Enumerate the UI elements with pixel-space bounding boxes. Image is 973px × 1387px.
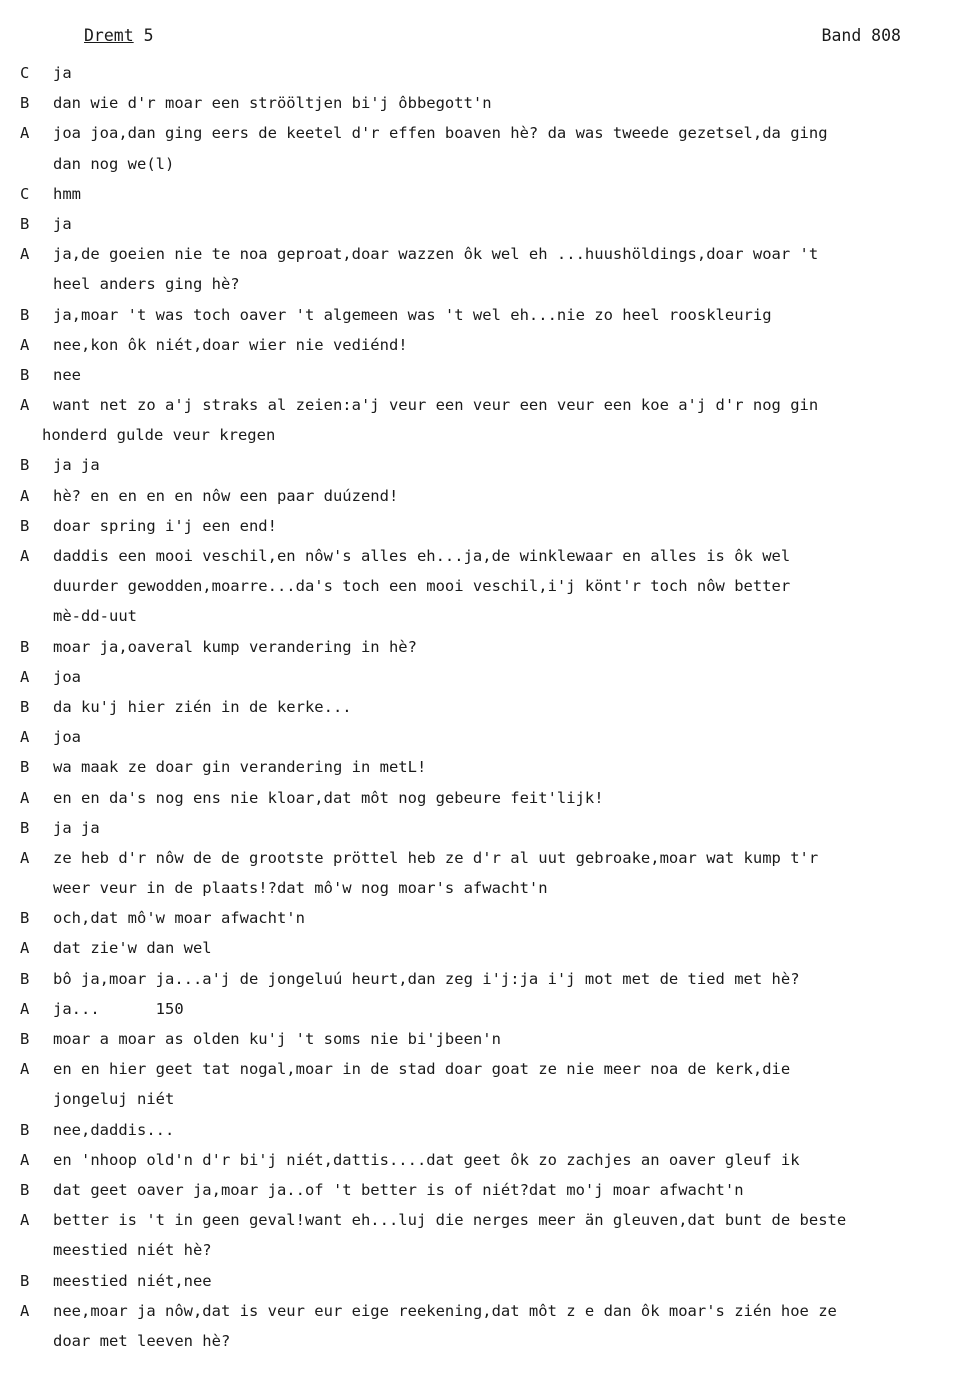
utterance-text: hmm	[53, 184, 81, 203]
utterance-text: want net zo a'j straks al zeien:a'j veur een veur een veur een koe a'j d'r nog gin	[53, 396, 819, 415]
transcript-line	[0, 149, 973, 179]
utterance-text: en en hier geet tat nogal,moar in de stad doar goat ze nie meer noa de kerk,die	[53, 1060, 791, 1079]
speaker-label: A	[20, 788, 30, 807]
transcript-line	[0, 964, 973, 994]
utterance-text: dan wie d'r moar een strööltjen bi'j ôbbegott'n	[53, 94, 492, 113]
transcript-line	[0, 873, 973, 903]
utterance-text: nee,daddis...	[53, 1120, 175, 1139]
transcript-line	[0, 481, 973, 511]
transcript-line	[0, 1266, 973, 1296]
speaker-label: A	[20, 396, 30, 415]
transcript-line	[0, 1205, 973, 1235]
transcript-line	[0, 390, 973, 420]
transcript-line	[0, 601, 973, 631]
transcript-line	[0, 843, 973, 873]
utterance-text: en en da's nog ens nie kloar,dat môt nog gebeure feit'lijk!	[53, 788, 604, 807]
speaker-label: C	[20, 64, 30, 82]
transcript-line	[0, 118, 973, 148]
transcript-line	[0, 1145, 973, 1175]
utterance-text: ja,moar 't was toch oaver 't algemeen was 't wel eh...nie zo heel rooskleurig	[53, 305, 772, 324]
utterance-text: joa	[53, 728, 81, 747]
speaker-label: B	[20, 969, 30, 988]
speaker-label: B	[20, 365, 30, 384]
transcript-body	[0, 58, 973, 1356]
utterance-text: meestied niét hè?	[53, 1241, 212, 1260]
utterance-text: honderd gulde veur kregen	[42, 426, 276, 445]
utterance-text: da ku'j hier zién in de kerke...	[53, 697, 352, 716]
transcript-line	[0, 813, 973, 843]
utterance-text: nee,kon ôk niét,doar wier nie vediénd!	[53, 335, 408, 354]
utterance-text: mè-dd-uut	[53, 607, 137, 626]
speaker-label: A	[20, 486, 30, 505]
utterance-text: dat zie'w dan wel	[53, 939, 212, 958]
transcript-line	[0, 1054, 973, 1084]
utterance-text: meestied niét,nee	[53, 1271, 212, 1290]
transcript-line	[0, 239, 973, 269]
utterance-text: ja	[53, 64, 72, 82]
speaker-label: B	[20, 214, 30, 233]
transcript-line	[0, 88, 973, 118]
transcript-line	[0, 360, 973, 390]
transcript-line	[0, 541, 973, 571]
speaker-label: A	[20, 335, 30, 354]
transcript-line	[0, 1024, 973, 1054]
transcript-line	[0, 269, 973, 299]
utterance-text: nee,moar ja nôw,dat is veur eur eige reekening,dat môt z e dan ôk moar's zién hoe ze	[53, 1301, 837, 1320]
utterance-text: bô ja,moar ja...a'j de jongeluú heurt,dan zeg i'j:ja i'j mot met de tied met hè?	[53, 969, 800, 988]
utterance-text: hè? en en en en nôw een paar duúzend!	[53, 486, 399, 505]
speaker-label: C	[20, 184, 30, 203]
utterance-text: heel anders ging hè?	[53, 275, 240, 294]
utterance-text: dat geet oaver ja,moar ja..of 't better is of niét?dat mo'j moar afwacht'n	[53, 1180, 744, 1199]
transcript-line	[0, 330, 973, 360]
speaker-label: A	[20, 939, 30, 958]
speaker-label: A	[20, 848, 30, 867]
utterance-text: ja ja	[53, 818, 100, 837]
transcript-line	[0, 179, 973, 209]
transcript-line	[0, 209, 973, 239]
utterance-text: doar spring i'j een end!	[53, 516, 277, 535]
utterance-text: ja... 150	[53, 999, 184, 1018]
utterance-text: moar a moar as olden ku'j 't soms nie bi'jbeen'n	[53, 1030, 501, 1048]
transcript-line	[0, 511, 973, 541]
utterance-text: ja	[53, 214, 72, 233]
speaker-label: A	[20, 124, 30, 143]
speaker-label: B	[20, 456, 30, 475]
transcript-line	[0, 783, 973, 813]
transcript-line	[0, 933, 973, 963]
transcript-line	[0, 450, 973, 480]
speaker-label: B	[20, 305, 30, 324]
transcript-line	[0, 632, 973, 662]
transcript-line	[0, 722, 973, 752]
transcript-line	[0, 1296, 973, 1326]
title-number: 5	[143, 26, 154, 45]
speaker-label: B	[20, 909, 30, 928]
speaker-label: A	[20, 667, 30, 686]
speaker-label: B	[20, 758, 30, 777]
transcript-line	[0, 1115, 973, 1145]
utterance-text: ze heb d'r nôw de de grootste pröttel heb ze d'r al uut gebroake,moar wat kump t'r	[53, 848, 819, 867]
utterance-text: joa	[53, 667, 81, 686]
speaker-label: A	[20, 547, 30, 565]
utterance-text: dan nog we(l)	[53, 154, 175, 173]
band-label: Band 808	[821, 26, 901, 45]
utterance-text: ja ja	[53, 456, 100, 475]
transcript-line	[0, 58, 973, 88]
transcript-line	[0, 994, 973, 1024]
transcript-line	[0, 1175, 973, 1205]
transcript-line	[0, 692, 973, 722]
speaker-label: B	[20, 1180, 30, 1199]
transcript-line	[0, 1235, 973, 1265]
speaker-label: A	[20, 1150, 30, 1169]
utterance-text: joa joa,dan ging eers de keetel d'r effen boaven hè? da was tweede gezetsel,da ging	[53, 124, 828, 143]
utterance-text: better is 't in geen geval!want eh...luj die nerges meer än gleuven,dat bunt de beste	[53, 1211, 847, 1230]
speaker-label: A	[20, 1060, 30, 1079]
utterance-text: en 'nhoop old'n d'r bi'j niét,dattis....dat geet ôk zo zachjes an oaver gleuf ik	[53, 1150, 800, 1169]
utterance-text: doar met leeven hè?	[53, 1331, 231, 1350]
speaker-label: B	[20, 697, 30, 716]
speaker-label: B	[20, 94, 30, 113]
speaker-label: A	[20, 728, 30, 747]
speaker-label: A	[20, 1211, 30, 1230]
speaker-label: B	[20, 1271, 30, 1290]
utterance-text: weer veur in de plaats!?dat mô'w nog moar's afwacht'n	[53, 879, 548, 898]
transcript-line	[0, 571, 973, 601]
utterance-text: och,dat mô'w moar afwacht'n	[53, 909, 305, 928]
speaker-label: A	[20, 999, 30, 1018]
speaker-label: B	[20, 1120, 30, 1139]
utterance-text: jongeluj niét	[53, 1090, 175, 1109]
speaker-label: B	[20, 1030, 30, 1048]
transcript-line	[0, 903, 973, 933]
utterance-text: duurder gewodden,moarre...da's toch een mooi veschil,i'j könt'r toch nôw better	[53, 577, 791, 596]
utterance-text: wa maak ze doar gin verandering in metL!	[53, 758, 427, 777]
utterance-text: moar ja,oaveral kump verandering in hè?	[53, 637, 417, 656]
speaker-label: B	[20, 637, 30, 656]
title-word: Dremt	[84, 26, 134, 45]
transcript-line	[0, 300, 973, 330]
transcript-line	[0, 1326, 973, 1356]
transcript-line	[0, 1084, 973, 1114]
speaker-label: A	[20, 245, 30, 264]
utterance-text: daddis een mooi veschil,en nôw's alles eh...ja,de winklewaar en alles is ôk wel	[53, 547, 791, 565]
speaker-label: B	[20, 516, 30, 535]
transcript-line	[0, 662, 973, 692]
utterance-text: nee	[53, 365, 81, 384]
transcript-line	[0, 420, 973, 450]
transcript-line	[0, 752, 973, 782]
utterance-text: ja,de goeien nie te noa geproat,doar wazzen ôk wel eh ...huushöldings,doar woar 't	[53, 245, 819, 264]
speaker-label: B	[20, 818, 30, 837]
speaker-label: A	[20, 1301, 30, 1320]
page-title	[84, 26, 154, 45]
